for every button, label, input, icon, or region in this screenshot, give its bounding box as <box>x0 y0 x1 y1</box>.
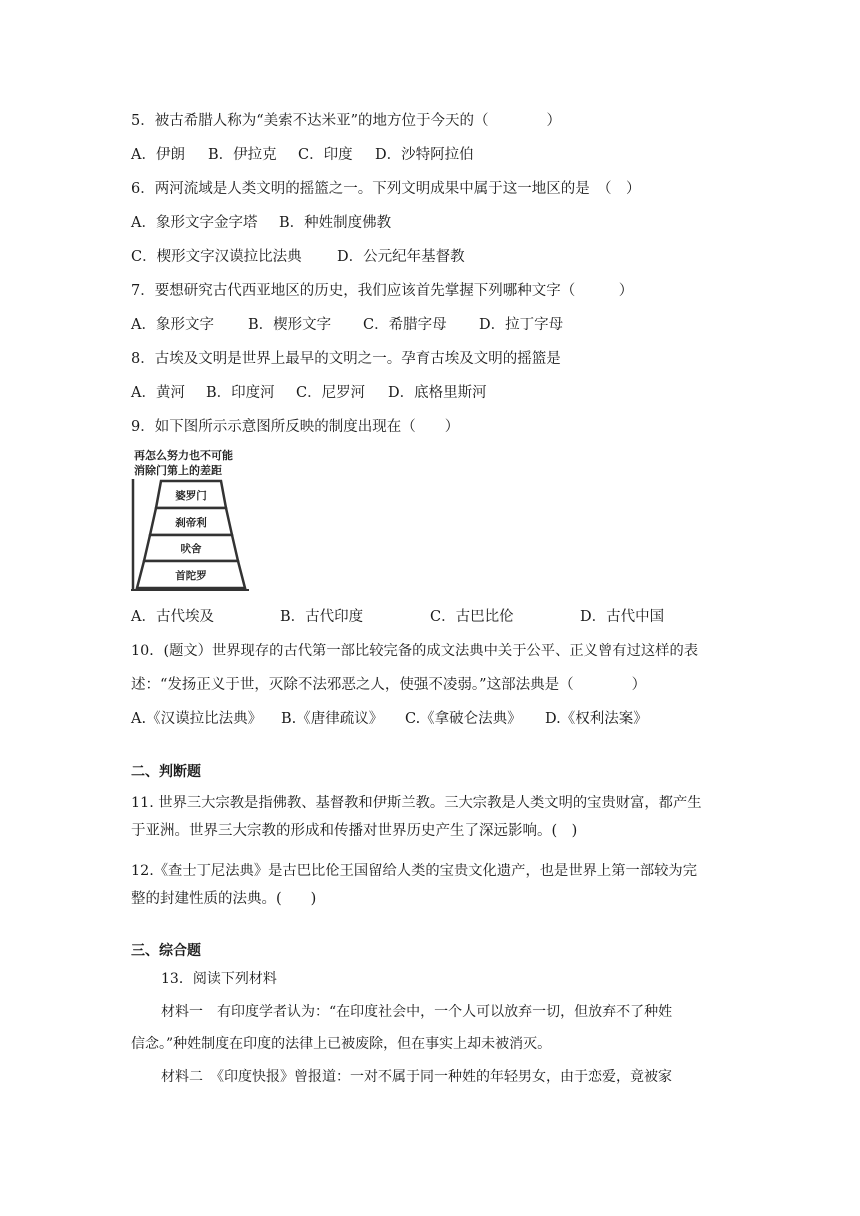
q10-option-d: D.《权利法案》 <box>545 711 648 727</box>
caste-pyramid-figure <box>131 447 253 593</box>
q6-option-d: D．公元纪年基督教 <box>337 249 465 265</box>
q6-stem: 6．两河流域是人类文明的摇篮之一。下列文明成果中属于这一地区的是 （ ） <box>131 181 641 197</box>
q7-option-d: D．拉丁字母 <box>479 317 564 333</box>
q6-option-a: A．象形文字金字塔 <box>131 215 258 231</box>
q10-stem-line2: 述：“发扬正义于世，灭除不法邪恶之人，使强不凌弱。”这部法典是（ ） <box>131 677 647 693</box>
q8-option-a: A．黄河 <box>131 385 185 401</box>
q5-stem: 5．被古希腊人称为“美索不达米亚”的地方位于今天的（ ） <box>131 113 562 129</box>
q9-options <box>131 607 664 627</box>
q7-option-a: A．象形文字 <box>131 317 214 333</box>
figure-caption-line2: 消除门第上的差距 <box>134 464 222 477</box>
q10-option-c: C.《拿破仑法典》 <box>405 711 522 727</box>
q5-option-d: D．沙特阿拉伯 <box>375 147 474 163</box>
figure-caption-line1: 再怎么努力也不可能 <box>134 449 233 462</box>
q11-line1: 11. 世界三大宗教是指佛教、基督教和伊斯兰教。三大宗教是人类文明的宝贵财富，都产生 <box>131 795 702 811</box>
q10-stem-line1: 10．(题文）世界现存的古代第一部比较完备的成文法典中关于公平、正义曾有过这样的表 <box>131 643 699 659</box>
q5-options <box>131 145 474 165</box>
q6-option-b: B．种姓制度佛教 <box>279 215 392 231</box>
q7-option-b: B．楔形文字 <box>248 317 332 333</box>
q5-option-b: B．伊拉克 <box>208 147 277 163</box>
q10-option-a: A.《汉谟拉比法典》 <box>131 711 263 727</box>
q7-options <box>131 315 563 335</box>
q11-line2: 于亚洲。世界三大宗教的形成和传播对世界历史产生了深远影响。( ) <box>131 823 578 839</box>
q13-material2-line1: 材料二 《印度快报》曾报道：一对不属于同一种姓的年轻男女，由于恋爱，竟被家 <box>161 1069 672 1085</box>
q9-option-c: C．古巴比伦 <box>430 609 514 625</box>
q12-line1: 12.《查士丁尼法典》是古巴比伦王国留给人类的宝贵文化遗产，也是世界上第一部较为完 <box>131 863 698 879</box>
section-3-title: 三、综合题 <box>131 943 201 959</box>
q7-option-c: C．希腊字母 <box>363 317 447 333</box>
q9-option-b: B．古代印度 <box>280 609 364 625</box>
q8-option-b: B．印度河 <box>206 385 275 401</box>
q5-option-c: C．印度 <box>298 147 353 163</box>
tier-kshatriya-label: 刹帝利 <box>175 517 207 529</box>
q8-stem: 8．古埃及文明是世界上最早的文明之一。孕育古埃及文明的摇篮是 <box>131 351 561 367</box>
q10-options <box>131 709 648 729</box>
q7-stem: 7．要想研究古代西亚地区的历史，我们应该首先掌握下列哪种文字（ ） <box>131 283 634 299</box>
q10-option-b: B.《唐律疏议》 <box>281 711 384 727</box>
q9-option-a: A．古代埃及 <box>131 609 214 625</box>
q8-option-d: D．底格里斯河 <box>388 385 487 401</box>
q13-intro: 13．阅读下列材料 <box>161 971 277 987</box>
tier-brahmin-label: 婆罗门 <box>175 490 207 502</box>
q6-options-row2 <box>131 247 465 267</box>
tier-vaishya-label: 吠舍 <box>180 543 202 555</box>
q13-material1-line1: 材料一 有印度学者认为：“在印度社会中，一个人可以放弃一切，但放弃不了种姓 <box>161 1004 673 1020</box>
q6-option-c: C．楔形文字汉谟拉比法典 <box>131 249 302 265</box>
q8-options <box>131 383 487 403</box>
tier-shudra-label: 首陀罗 <box>175 570 207 582</box>
q9-stem: 9．如下图所示示意图所反映的制度出现在（ ） <box>131 419 460 435</box>
q12-line2: 整的封建性质的法典。( ) <box>131 891 317 907</box>
q6-options-row1 <box>131 213 391 233</box>
q8-option-c: C．尼罗河 <box>296 385 366 401</box>
q5-option-a: A．伊朗 <box>131 147 185 163</box>
q9-option-d: D．古代中国 <box>580 609 665 625</box>
section-2-title: 二、判断题 <box>131 764 201 780</box>
q13-material1-line2: 信念。”种姓制度在印度的法律上已被废除，但在事实上却未被消灭。 <box>131 1036 552 1052</box>
